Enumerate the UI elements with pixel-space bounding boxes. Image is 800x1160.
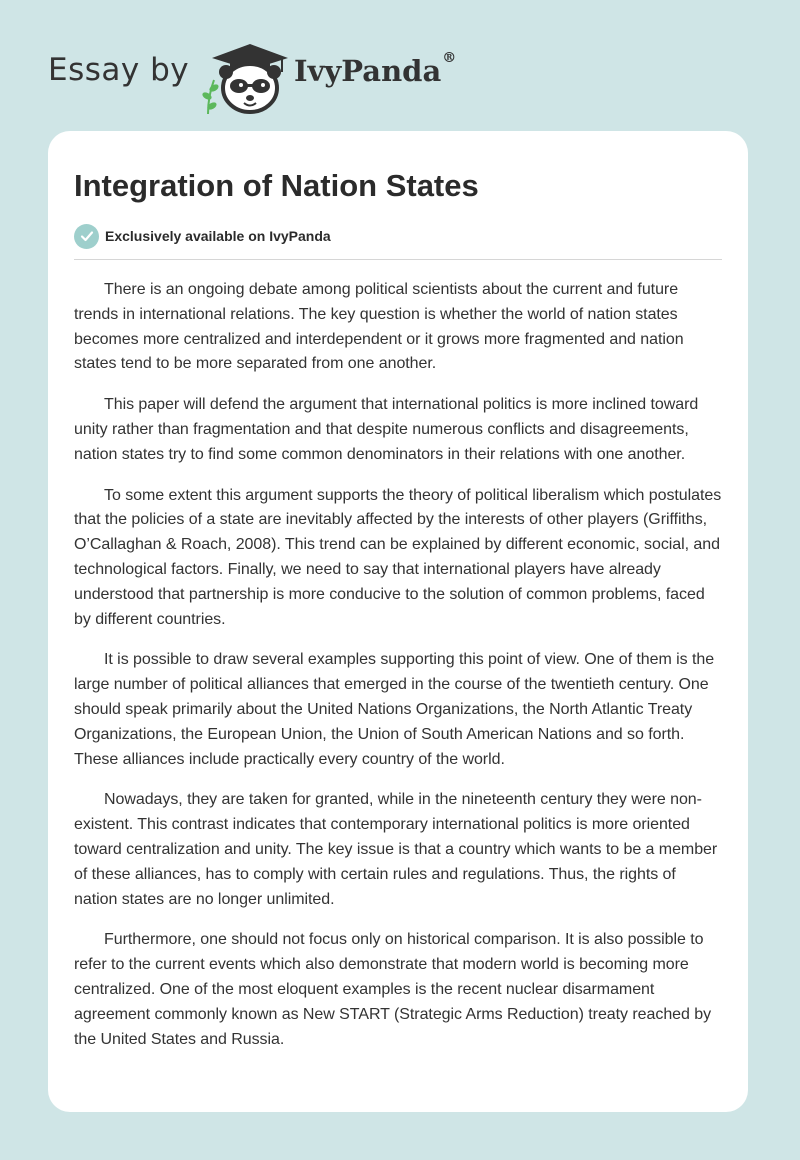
paragraph: It is possible to draw several examples supporting this point of view. One of them is the large number of political alliances that emerged in the course of the twentieth century. One should speak primarily about the United Nations Organizations, the North Atlantic Treaty Organizations, the European Union, the Union of South American Nations and so forth. These alliances include practically every country of the world. bbox=[74, 651, 715, 768]
exclusive-badge bbox=[74, 223, 722, 249]
exclusive-badge-label: Exclusively available on IvyPanda bbox=[105, 228, 331, 244]
paragraph: There is an ongoing debate among political scientists about the current and future trends in international relations. The key question is whether the world of nation states becomes more centralized and interdependent or it grows more fragmented and nation states tend to be more separated from one another. bbox=[74, 281, 684, 373]
check-icon bbox=[74, 224, 99, 249]
essay-by-label: Essay by bbox=[48, 52, 190, 88]
essay-body bbox=[74, 278, 722, 1052]
brand-name[interactable]: IvyPanda® bbox=[294, 50, 457, 88]
paragraph: To some extent this argument supports the theory of political liberalism which postulates that the policies of a state are inevitably affected by the interests of other players (Griffiths, O’Callaghan & Roach, 2008). This trend can be explained by different economic, social, and technological factors. Finally, we need to say that international players have already understood that partnership is more conducive to the solution of common problems, faced by different countries. bbox=[74, 486, 722, 628]
paragraph: Furthermore, one should not focus only on historical comparison. It is also possible to refer to the current events which also demonstrate that modern world is becoming more centralized. One of the most eloquent examples is the recent nuclear disarmament agreement commonly known as New START (Strategic Arms Reduction) treaty reached by the United States and Russia. bbox=[74, 931, 712, 1048]
registered-mark: ® bbox=[442, 50, 457, 66]
paragraph: Nowadays, they are taken for granted, while in the nineteenth century they were non-existent. This contrast indicates that contemporary international politics is more oriented toward centralization and unity. The key issue is that a country which wants to be a member of these alliances, has to comply with certain rules and regulations. Thus, the rights of nation states are no longer unlimited. bbox=[74, 791, 718, 908]
paragraph: This paper will defend the argument that international politics is more inclined toward unity rather than fragmentation and that despite numerous conflicts and disagreements, nation states try to find some common denominators in their relations with one another. bbox=[74, 396, 699, 463]
essay-card bbox=[48, 131, 748, 1112]
panda-logo-icon[interactable] bbox=[202, 36, 290, 116]
essay-title: Integration of Nation States bbox=[74, 168, 479, 203]
site-header bbox=[48, 28, 748, 112]
divider bbox=[74, 259, 722, 260]
